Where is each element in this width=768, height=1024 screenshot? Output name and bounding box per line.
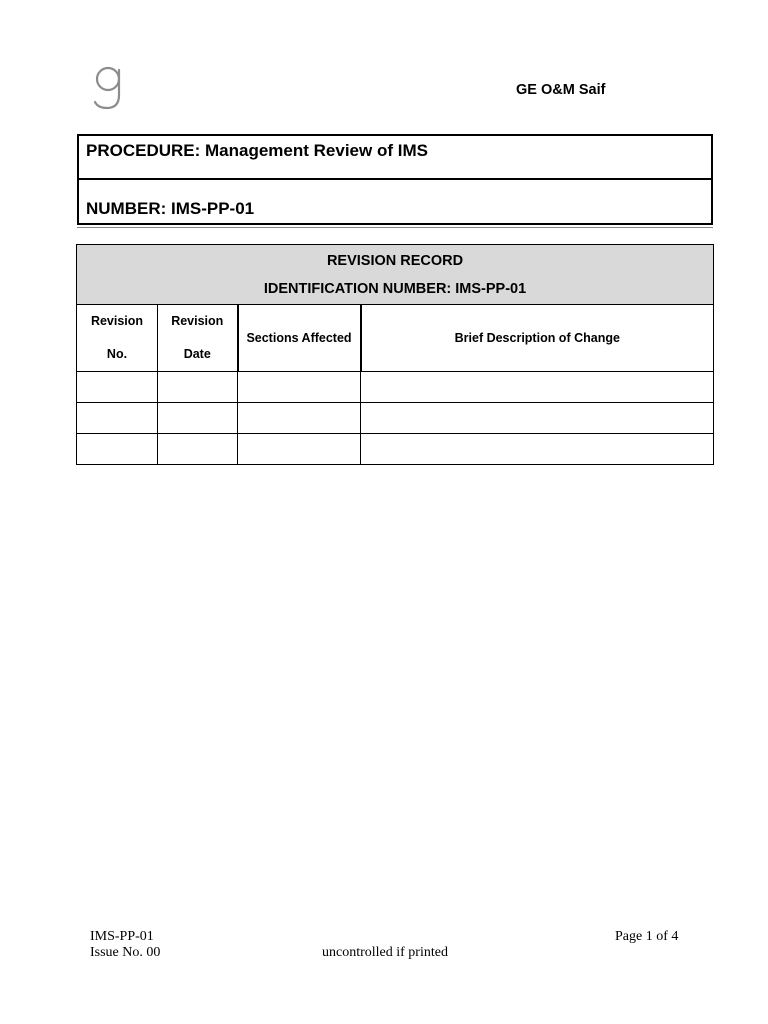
table-cell <box>238 403 361 434</box>
table-cell <box>361 372 714 403</box>
column-header-revision-date: Revision Date <box>158 305 238 372</box>
revision-record-table <box>76 244 714 465</box>
revision-record-title: REVISION RECORD <box>326 252 464 269</box>
footer-doc-id: IMS-PP-01 <box>90 929 154 944</box>
procedure-title: PROCEDURE: Management Review of IMS <box>79 136 711 180</box>
procedure-number: NUMBER: IMS-PP-01 <box>86 199 255 218</box>
table-cell <box>158 372 238 403</box>
column-header-sections-affected: Sections Affected <box>238 305 361 372</box>
footer-notice: uncontrolled if printed <box>322 945 448 960</box>
footer-issue-number: Issue No. 00 <box>90 945 161 960</box>
column-header-revision-no: Revision No. <box>77 305 158 372</box>
table-row <box>77 434 714 465</box>
column-header-description: Brief Description of Change <box>361 305 714 372</box>
table-cell <box>238 372 361 403</box>
footer-page-number: Page 1 of 4 <box>615 929 679 944</box>
table-cell <box>77 372 158 403</box>
table-row <box>77 372 714 403</box>
company-name: GE O&M Saif <box>516 82 606 98</box>
table-cell <box>361 434 714 465</box>
procedure-box <box>77 134 713 225</box>
identification-number: IDENTIFICATION NUMBER: IMS-PP-01 <box>263 280 527 297</box>
table-cell <box>361 403 714 434</box>
revision-record-header <box>77 245 714 305</box>
divider <box>77 227 713 228</box>
table-cell <box>158 403 238 434</box>
company-logo-icon <box>88 62 132 114</box>
table-cell <box>158 434 238 465</box>
table-cell <box>238 434 361 465</box>
table-row <box>77 403 714 434</box>
table-cell <box>77 434 158 465</box>
table-cell <box>77 403 158 434</box>
